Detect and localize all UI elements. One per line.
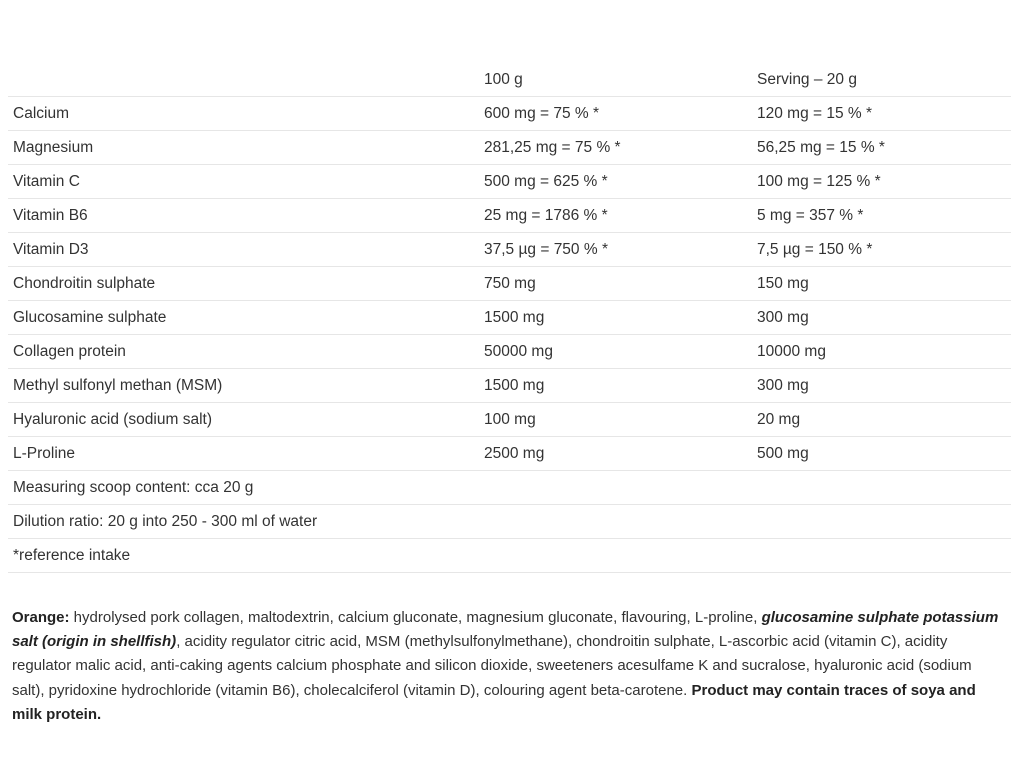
nutrient-per-serving: 56,25 mg = 15 % * bbox=[752, 131, 1011, 165]
nutrient-per-serving: 300 mg bbox=[752, 301, 1011, 335]
nutrient-per-serving: 100 mg = 125 % * bbox=[752, 165, 1011, 199]
dilution-ratio-note: Dilution ratio: 20 g into 250 - 300 ml of water bbox=[8, 505, 1011, 539]
nutrient-name: Chondroitin sulphate bbox=[8, 267, 479, 301]
nutrient-name: Methyl sulfonyl methan (MSM) bbox=[8, 369, 479, 403]
nutrient-per-100g: 500 mg = 625 % * bbox=[479, 165, 752, 199]
table-row bbox=[8, 437, 1011, 471]
nutrient-per-serving: 500 mg bbox=[752, 437, 1011, 471]
nutrient-per-serving: 20 mg bbox=[752, 403, 1011, 437]
nutrient-per-100g: 25 mg = 1786 % * bbox=[479, 199, 752, 233]
table-note-row bbox=[8, 505, 1011, 539]
nutrient-name: Calcium bbox=[8, 97, 479, 131]
nutrition-table bbox=[8, 63, 1011, 573]
nutrient-per-serving: 120 mg = 15 % * bbox=[752, 97, 1011, 131]
table-row bbox=[8, 165, 1011, 199]
nutrient-name: Vitamin B6 bbox=[8, 199, 479, 233]
table-row bbox=[8, 97, 1011, 131]
nutrient-per-serving: 5 mg = 357 % * bbox=[752, 199, 1011, 233]
nutrient-per-100g: 600 mg = 75 % * bbox=[479, 97, 752, 131]
table-header-row bbox=[8, 63, 1011, 97]
nutrient-per-serving: 150 mg bbox=[752, 267, 1011, 301]
header-100g-cell: 100 g bbox=[479, 63, 752, 97]
nutrient-name: Glucosamine sulphate bbox=[8, 301, 479, 335]
nutrient-per-100g: 1500 mg bbox=[479, 369, 752, 403]
reference-intake-note: *reference intake bbox=[8, 539, 1011, 573]
nutrition-table-body bbox=[8, 63, 1011, 573]
table-row bbox=[8, 267, 1011, 301]
allergen-highlight: glucosamine sulphate potassium salt (origin in shellfish) bbox=[12, 609, 999, 651]
nutrient-name: L-Proline bbox=[8, 437, 479, 471]
nutrient-per-100g: 100 mg bbox=[479, 403, 752, 437]
table-row bbox=[8, 301, 1011, 335]
nutrient-per-100g: 281,25 mg = 75 % * bbox=[479, 131, 752, 165]
table-row bbox=[8, 199, 1011, 233]
allergen-warning: Product may contain traces of soya and milk protein. bbox=[12, 681, 976, 723]
nutrient-per-100g: 50000 mg bbox=[479, 335, 752, 369]
scoop-content-note: Measuring scoop content: cca 20 g bbox=[8, 471, 1011, 505]
ingredients-text-part2: , acidity regulator citric acid, MSM (methylsulfonylmethane), chondroitin sulphate, L-ascorbic acid (vitamin C), acidity regulator malic acid, anti-caking agents calcium phosphate and silicon dioxide, sweeteners acesulfame K and sucralose, hyaluronic acid (sodium salt), pyridoxine hydrochloride (vitamin B6), cholecalciferol (vitamin D), colouring agent beta-carotene. bbox=[12, 633, 972, 699]
nutrient-per-100g: 750 mg bbox=[479, 267, 752, 301]
nutrient-per-100g: 2500 mg bbox=[479, 437, 752, 471]
table-row bbox=[8, 369, 1011, 403]
nutrient-per-100g: 37,5 µg = 750 % * bbox=[479, 233, 752, 267]
flavour-label: Orange: bbox=[12, 609, 70, 626]
ingredients-text-part1: hydrolysed pork collagen, maltodextrin, calcium gluconate, magnesium gluconate, flavouring, L-proline, bbox=[69, 609, 762, 626]
ingredients-paragraph bbox=[12, 606, 1007, 727]
nutrient-name: Vitamin C bbox=[8, 165, 479, 199]
table-note-row bbox=[8, 471, 1011, 505]
nutrient-per-serving: 7,5 µg = 150 % * bbox=[752, 233, 1011, 267]
table-note-row bbox=[8, 539, 1011, 573]
nutrient-name: Hyaluronic acid (sodium salt) bbox=[8, 403, 479, 437]
nutrient-per-100g: 1500 mg bbox=[479, 301, 752, 335]
table-row bbox=[8, 233, 1011, 267]
nutrient-per-serving: 300 mg bbox=[752, 369, 1011, 403]
nutrient-name: Magnesium bbox=[8, 131, 479, 165]
header-label-cell bbox=[8, 63, 479, 97]
header-serving-cell: Serving – 20 g bbox=[752, 63, 1011, 97]
nutrient-name: Vitamin D3 bbox=[8, 233, 479, 267]
table-row bbox=[8, 335, 1011, 369]
nutrient-per-serving: 10000 mg bbox=[752, 335, 1011, 369]
table-row bbox=[8, 403, 1011, 437]
table-row bbox=[8, 131, 1011, 165]
nutrient-name: Collagen protein bbox=[8, 335, 479, 369]
